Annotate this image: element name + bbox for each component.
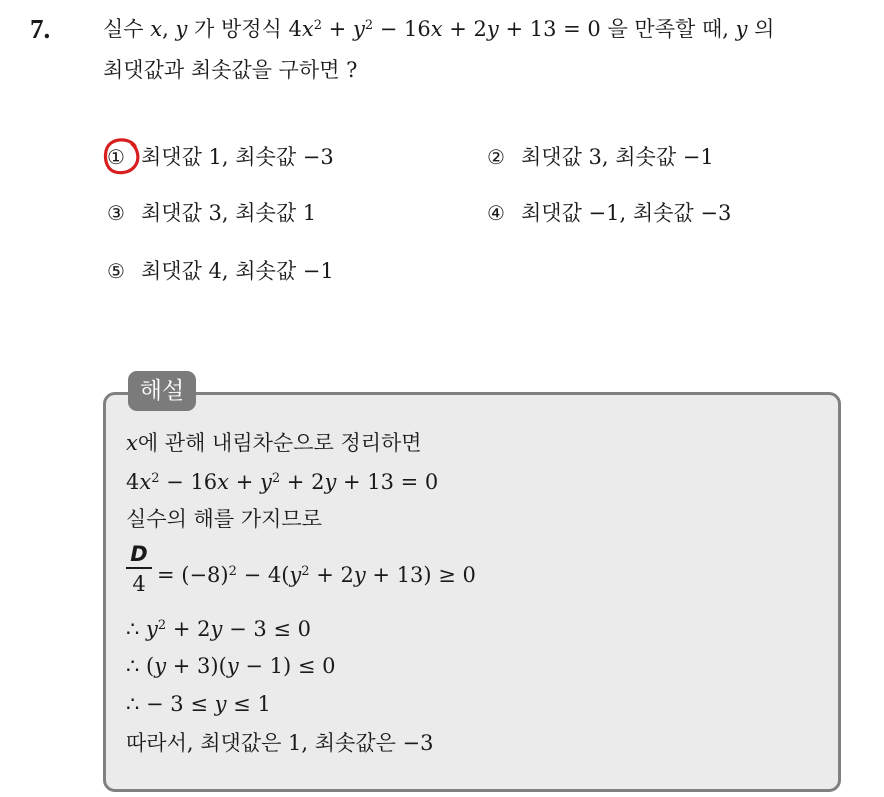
solution-line-5: ∴ $y^2 + 2y - 3 \le 0$ <box>126 617 312 641</box>
solution-line-2: $4x^2 - 16x + y^2 + 2y + 13 = 0$ <box>126 470 439 494</box>
fraction-denominator: 4 <box>132 572 146 596</box>
choice-number: ② <box>487 145 505 169</box>
solution-label-tab: 해설 <box>128 371 196 411</box>
question-number: 7. <box>30 14 51 44</box>
question-text-line1: 실수 x, y 가 방정식 $4x^2 + y^2 - 16x + 2y + 13 = 0$ 을 만족할 때, y 의 <box>103 17 775 41</box>
choice-label: 최댓값 −1, 최솟값 −3 <box>521 201 732 225</box>
choice-label: 최댓값 4, 최솟값 −1 <box>141 259 334 283</box>
answer-circle-mark <box>101 136 141 176</box>
choice-5[interactable] <box>107 256 334 286</box>
choice-2[interactable] <box>487 142 714 172</box>
fraction-d-over-4 <box>126 541 152 599</box>
choice-number: ① <box>107 145 125 169</box>
solution-line-8: 따라서, 최댓값은 1, 최솟값은 −3 <box>126 731 434 755</box>
question-text-line2: 최댓값과 최솟값을 구하면 ? <box>103 58 358 82</box>
solution-line-7: ∴ − 3 ≤ y ≤ 1 <box>126 692 271 716</box>
answer-circle-stroke <box>105 140 137 173</box>
solution-line-1: x에 관해 내림차순으로 정리하면 <box>126 431 422 455</box>
choice-number: ④ <box>487 201 505 225</box>
choice-number: ⑤ <box>107 259 125 283</box>
choice-number: ③ <box>107 201 125 225</box>
solution-line-4: = $(-8)^2 - 4(y^2 + 2y + 13) \ge 0$ <box>157 563 476 587</box>
choice-4[interactable] <box>487 198 731 228</box>
fraction-numerator: D <box>126 541 152 569</box>
choice-label: 최댓값 1, 최솟값 −3 <box>141 145 334 169</box>
choice-3[interactable] <box>107 198 316 228</box>
choice-1[interactable] <box>107 142 334 172</box>
solution-line-3: 실수의 해를 가지므로 <box>126 507 322 531</box>
solution-line-6: ∴ (y + 3)(y − 1) ≤ 0 <box>126 654 336 678</box>
choice-label: 최댓값 3, 최솟값 1 <box>141 201 317 225</box>
choice-label: 최댓값 3, 최솟값 −1 <box>521 145 714 169</box>
